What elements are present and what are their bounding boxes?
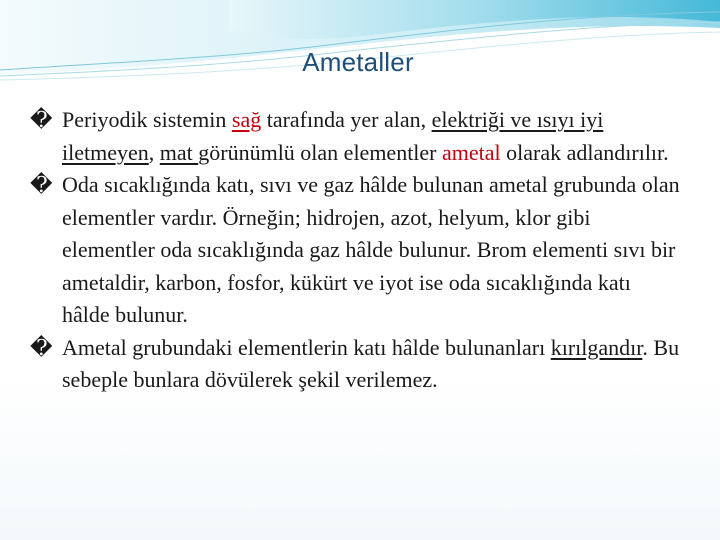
text-run-underlined: kırılgandır [550,334,643,360]
bullet-paragraph-2 [30,169,680,332]
text-run: . Bu sebeple bunlara dövülerek şekil verilemez. [62,334,680,392]
text-run: Oda sıcaklığında katı, sıvı ve gaz hâlde bulunan ametal grubunda olan elementler vardır. Örneğin; hidrojen, azot, helyum, klor gibi elementler oda sıcaklığında gaz hâlde bulunur. Brom elementi sıvı bir ametaldir, karbon, fosfor, kükürt ve iyot ise oda sıcaklığında katı hâlde bulunur. [62,172,680,327]
text-run: Periyodik sistemin [62,107,232,132]
bullet-icon: � [30,107,53,132]
slide-title: Ametaller [302,47,414,77]
bullet-icon: � [30,334,53,360]
bullet-paragraph-3 [30,332,680,397]
text-run-underlined: elektriği ve ısıyı iyi iletmeyen [62,107,604,165]
text-run-red: ametal [442,139,501,165]
text-run: görünümlü olan elementler [198,139,443,165]
text-run-underlined: mat [159,139,199,165]
slide-body [30,104,680,397]
text-run: tarafında yer alan, [261,107,432,132]
text-run: olarak adlandırılır. [500,139,669,165]
bullet-icon: � [30,172,53,197]
bullet-paragraph-1 [30,104,680,169]
text-run-red-underlined: sağ [231,107,262,132]
text-run: , [148,139,160,165]
text-run: Ametal grubundaki elementlerin katı hâlde bulunanları [62,334,551,360]
